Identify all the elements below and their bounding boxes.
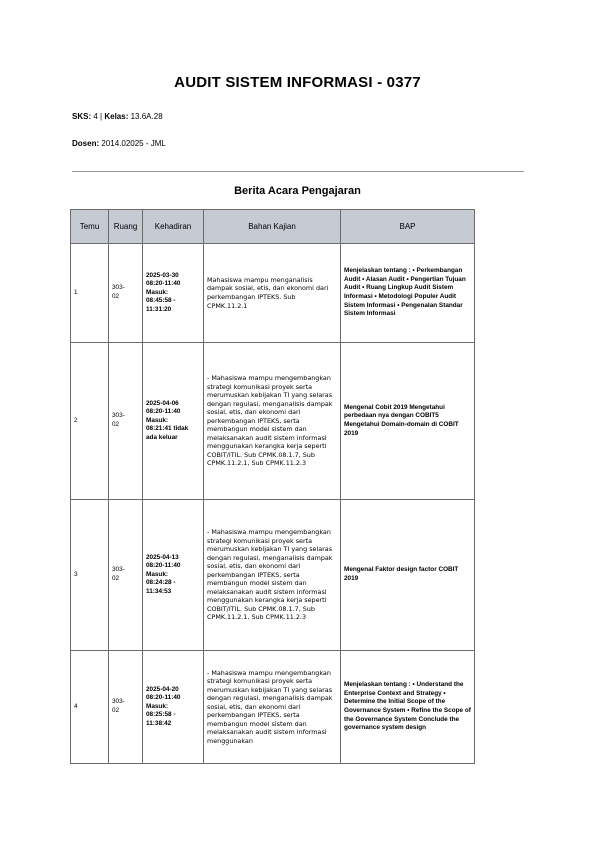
col-header-kehadiran: Kehadiran [143,210,204,244]
table-row [71,651,475,764]
course-info [72,112,163,121]
cell-ruang: 303- 02 [109,343,143,500]
sks-value: 4 [93,112,98,121]
cell-bap: Mengenal Faktor design factor COBIT 2019 [341,500,475,651]
cell-bahan-kajian: - Mahasiswa mampu mengembangkan strategi komunikasi proyek serta merumuskan kebijakan TI yang selaras dengan regulasi, menganalisis dampak sosial, etis, dan ekonomi dari perkembangan IPTEKS, serta membangun model sistem dan melaksanakan audit sistem informasi menggunakan kerangka kerja seperti COBIT/ITIL. Sub CPMK.08.1.7, Sub CPMK.11.2.1, Sub CPMK.11.2.3 [204,500,341,651]
table-row [71,244,475,343]
col-header-ruang: Ruang [109,210,143,244]
cell-temu: 3 [71,500,109,651]
col-header-temu: Temu [71,210,109,244]
separator: | [100,112,103,121]
col-header-bahan-kajian: Bahan Kajian [204,210,341,244]
table-row [71,343,475,500]
cell-ruang: 303- 02 [109,500,143,651]
table-header-row [71,210,475,244]
cell-bahan-kajian: - Mahasiswa mampu mengembangkan strategi komunikasi proyek serta merumuskan kebijakan TI yang selaras dengan regulasi, menganalisis dampak sosial, etis, dan ekonomi dari perkembangan IPTEKS, serta membangun model sistem dan melaksanakan audit sistem informasi menggunakan [204,651,341,764]
cell-ruang: 303- 02 [109,244,143,343]
sks-label: SKS: [72,112,92,121]
cell-kehadiran: 2025-04-13 08:20-11:40 Masuk: 08:24:28 - 11:34:53 [143,500,204,651]
section-title: Berita Acara Pengajaran [234,185,361,197]
cell-bap: Mengenal Cobit 2019 Mengetahui perbedaan nya dengan COBIT5 Mengetahui Domain-domain di COBIT 2019 [341,343,475,500]
cell-kehadiran: 2025-04-06 08:20-11:40 Masuk: 08:21:41 tidak ada keluar [143,343,204,500]
cell-bap: Menjelaskan tentang : • Perkembangan Audit • Alasan Audit • Pengertian Tujuan Audit • Ruang Lingkup Audit Sistem Informasi • Metodologi Populer Audit Sistem Informasi • Pengenalan Standar Sistem Informasi [341,244,475,343]
dosen-label: Dosen: [72,139,100,148]
cell-temu: 2 [71,343,109,500]
kelas-value: 13.6A.28 [130,112,163,121]
dosen-value: 2014.02025 - JML [101,139,166,148]
cell-bahan-kajian: Mahasiswa mampu menganalisis dampak sosial, etis, dan ekonomi dari perkembangan IPTEKS. Sub CPMK.11.2.1 [204,244,341,343]
divider [72,171,524,172]
cell-bap: Menjelaskan tentang : • Understand the Enterprise Context and Strategy • Determine the Initial Scope of the Governance System • Refine the Scope of the Governance System Conclude the governance system design [341,651,475,764]
cell-bahan-kajian: - Mahasiswa mampu mengembangkan strategi komunikasi proyek serta merumuskan kebijakan TI yang selaras dengan regulasi, menganalisis dampak sosial, etis, dan ekonomi dari perkembangan IPTEKS, serta membangun model sistem dan melaksanakan audit sistem informasi menggunakan kerangka kerja seperti COBIT/ITIL. Sub CPMK.08.1.7, Sub CPMK.11.2.1, Sub CPMK.11.2.3 [204,343,341,500]
cell-ruang: 303- 02 [109,651,143,764]
page-title: AUDIT SISTEM INFORMASI - 0377 [174,74,421,91]
cell-kehadiran: 2025-03-30 08:20-11:40 Masuk: 08:45:58 - 11:31:20 [143,244,204,343]
cell-temu: 4 [71,651,109,764]
cell-kehadiran: 2025-04-20 08:20-11:40 Masuk: 08:25:58 - 11:38:42 [143,651,204,764]
lecturer-info [72,139,166,148]
cell-temu: 1 [71,244,109,343]
table-row [71,500,475,651]
kelas-label: Kelas: [104,112,129,121]
bap-table [70,209,475,764]
col-header-bap: BAP [341,210,475,244]
